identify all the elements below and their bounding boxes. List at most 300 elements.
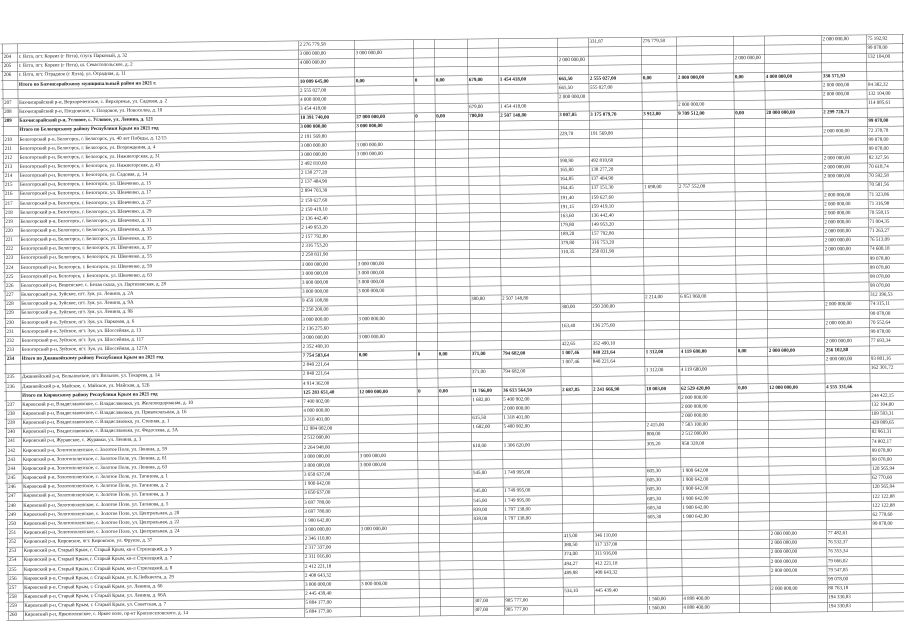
value-cell-c14 xyxy=(769,337,824,338)
value-cell-c8: 985 777,00 xyxy=(505,598,528,604)
value-cell-c15: 2 000 000,00 xyxy=(824,220,851,226)
value-cell-c4: 3 000 000,00 xyxy=(356,151,383,158)
address-cell: Белогорский р-н, Зуйское, пгт. Зуя, ул. Ленина, д. 9А xyxy=(21,300,134,307)
value-cell-c16: 74 802,17 xyxy=(871,439,892,445)
value-cell-c14 xyxy=(770,502,825,503)
value-cell-c4: 27 000 000,00 xyxy=(356,115,386,121)
value-cell-c8 xyxy=(501,194,558,195)
row-number-cell: 234 xyxy=(6,356,15,363)
value-cell-c12 xyxy=(683,567,738,568)
value-cell-c8 xyxy=(501,148,558,149)
value-cell-c16: 71 316,98 xyxy=(869,201,890,207)
value-cell-c4 xyxy=(358,250,415,251)
value-cell-c7: 371,00 xyxy=(471,352,486,358)
value-cell-c12: 2 000 000,00 xyxy=(681,395,708,401)
value-cell-c12: 62 529 420,00 xyxy=(681,386,710,392)
value-cell-c9: 189,20 xyxy=(560,232,575,238)
value-cell-c3: 7 400 902,00 xyxy=(303,399,330,405)
row-number-cell: 236 xyxy=(7,384,15,390)
value-cell-c9: 3 007,05 xyxy=(559,113,577,119)
value-cell-c10 xyxy=(594,476,645,477)
value-cell-c6: 0,00 xyxy=(438,352,448,358)
value-cell-c10 xyxy=(592,312,643,313)
address-cell: Белогорский р-н, Белогорск, г. Белогорск, ул. Нижнегорская, д. 43 xyxy=(19,163,161,170)
value-cell-c3: 3 000 000,00 xyxy=(302,317,329,323)
value-cell-c3: 3 000 000,00 xyxy=(303,454,331,460)
value-cell-c3: 5 884 177,00 xyxy=(305,609,332,616)
value-cell-c12: 7 583 100,00 xyxy=(681,422,708,429)
value-cell-c15: 2 299 728,71 xyxy=(823,110,850,116)
row-number-cell: 248 xyxy=(8,503,16,509)
value-cell-c14 xyxy=(770,456,825,457)
value-cell-c8 xyxy=(501,157,558,158)
value-cell-c4 xyxy=(359,342,416,343)
value-cell-c3: 3 000 000,00 xyxy=(303,463,331,469)
value-cell-c6: 0,00 xyxy=(436,114,446,120)
value-cell-c14 xyxy=(767,218,822,219)
value-cell-c12 xyxy=(683,576,738,577)
value-cell-c10 xyxy=(593,422,644,423)
value-cell-c14 xyxy=(769,392,824,393)
value-cell-c4: 3 000 000,00 xyxy=(358,316,385,322)
value-cell-c5: 0 xyxy=(415,114,418,120)
value-cell-c12 xyxy=(679,219,734,220)
value-cell-c10 xyxy=(593,412,644,413)
value-cell-c12 xyxy=(680,274,735,275)
value-cell-c14 xyxy=(767,228,822,229)
value-cell-c6: 0,00 xyxy=(435,77,445,84)
value-cell-c7: 679,00 xyxy=(468,77,483,83)
value-cell-c8 xyxy=(505,587,562,588)
value-cell-c3: 2 840 221,64 xyxy=(302,371,330,378)
value-cell-c8 xyxy=(504,450,561,451)
value-cell-c6: 0,00 xyxy=(439,389,448,395)
value-cell-c14 xyxy=(769,356,824,357)
value-cell-c8 xyxy=(501,175,558,176)
value-cell-c7: 11 766,00 xyxy=(472,388,492,394)
address-cell: Кировский р-н, Золотополенское, с. Золотое Поле, ул. Центральная, д. 24 xyxy=(23,529,180,536)
value-cell-c12 xyxy=(680,283,735,284)
value-cell-c14 xyxy=(769,420,824,421)
value-cell-c3: 2 346 110,00 xyxy=(304,536,331,542)
value-cell-c14 xyxy=(770,465,825,466)
row-number-cell: 226 xyxy=(5,283,14,289)
value-cell-c10 xyxy=(594,440,645,441)
address-cell: г. Ялта, пгт. Кореиз (г Ялта), ш. Севастопольское, д. 2 xyxy=(18,62,133,70)
value-cell-c14: 2 000 000,00 xyxy=(768,348,795,355)
value-cell-c15: 2 000 000,00 xyxy=(825,302,852,308)
value-cell-c14 xyxy=(768,237,823,238)
value-cell-c8 xyxy=(501,185,558,186)
value-cell-c14 xyxy=(771,575,826,576)
address-cell: Белогорский р-н, Зуйское, пгт. Зуя, ул. Шоссейная, д. 13 xyxy=(21,328,142,335)
value-cell-c11: 18 003,00 xyxy=(646,386,667,392)
row-number-cell: 239 xyxy=(7,421,15,427)
value-cell-c16: 76 513,09 xyxy=(869,237,890,244)
value-cell-c9: 379,80 xyxy=(560,241,575,247)
value-cell-c9: 489,98 xyxy=(564,570,578,576)
value-cell-c10 xyxy=(594,513,645,514)
value-cell-c16: 77 693,34 xyxy=(870,338,891,344)
value-cell-c14 xyxy=(771,603,826,604)
value-cell-c16: 162 301,72 xyxy=(870,366,894,372)
value-cell-c10 xyxy=(595,577,646,578)
value-cell-c12 xyxy=(679,146,734,147)
value-cell-c3: 2 137 484,90 xyxy=(300,179,328,186)
value-cell-c15: 2 000 000,00 xyxy=(822,37,849,43)
value-cell-c12 xyxy=(682,457,737,458)
row-number-cell: 229 xyxy=(6,311,14,317)
value-cell-c4 xyxy=(360,433,417,434)
value-cell-c3: 7 754 583,64 xyxy=(302,353,330,359)
value-cell-c14 xyxy=(770,475,825,476)
address-cell: Белогорский р-н, Зуйское, пгт. Зуя, ул. Шоссейная, д. 127А xyxy=(21,346,148,353)
address-cell: Белогорский р-н, Белогорск, г. Белогорск, ул. Шевченко, д. 33 xyxy=(20,227,152,234)
row-number-cell: 206 xyxy=(3,73,12,79)
value-cell-c8: 1 749 995,00 xyxy=(504,497,531,504)
row-number-cell: 216 xyxy=(5,192,13,198)
value-cell-c13: 0,00 xyxy=(738,385,747,391)
value-cell-c8: 1 454 418,00 xyxy=(500,104,527,110)
value-cell-c12 xyxy=(680,247,735,248)
value-cell-c3: 2 138 277,20 xyxy=(300,170,328,176)
row-number-cell: 208 xyxy=(4,109,12,116)
value-cell-c3: 2 311 916,00 xyxy=(304,554,331,561)
value-cell-c3: 5 884 177,00 xyxy=(305,600,332,606)
value-cell-c16: 122 122,88 xyxy=(872,494,895,500)
value-cell-c3: 3 000 000,00 xyxy=(304,527,331,533)
value-cell-c11: 605,30 xyxy=(647,496,662,502)
value-cell-c10 xyxy=(590,138,641,139)
value-cell-c12 xyxy=(678,82,733,83)
value-cell-c4: 3 000 000,00 xyxy=(357,270,385,277)
value-cell-c3: 2 157 792,80 xyxy=(301,234,328,240)
value-cell-c14 xyxy=(767,173,822,174)
value-cell-c14: 2 000 000,00 xyxy=(770,559,798,565)
value-cell-c3: 1 900 642,00 xyxy=(304,481,331,488)
value-cell-c14 xyxy=(770,520,825,521)
value-cell-c3: 2 555 027,00 xyxy=(299,88,327,94)
address-cell: Белогорский р-н, Зуйское, пгт. Зуя, ул. Парковая, д. 6 xyxy=(21,319,135,326)
address-cell: Белогорский р-н, Белогорск, г. Белогорск, ул. Шевченко, д. 55 xyxy=(20,254,152,262)
value-cell-c14: 2 000 000,00 xyxy=(770,540,798,547)
value-cell-c14 xyxy=(766,63,821,64)
value-cell-c10 xyxy=(590,46,641,47)
value-cell-c8 xyxy=(501,221,558,222)
value-cell-c12 xyxy=(682,448,737,449)
value-cell-c15: 2 000 000,00 xyxy=(823,128,850,134)
value-cell-c8 xyxy=(502,249,559,250)
value-cell-c16: 109 593,31 xyxy=(871,411,894,418)
value-cell-c4 xyxy=(361,561,418,562)
value-cell-c10 xyxy=(592,275,643,276)
address-cell: Белогорский р-н, Белогорск, г. Белогорск, ул. Возрождения, д. 4 xyxy=(19,145,156,152)
value-cell-c11: 1 312,00 xyxy=(645,368,664,374)
value-cell-c12 xyxy=(683,530,738,531)
value-cell-c3: 1 900 642,00 xyxy=(304,518,331,524)
value-cell-c8: 1 749 995,00 xyxy=(504,488,531,495)
value-cell-c9: 164,85 xyxy=(559,177,574,183)
value-cell-c9: 534,10 xyxy=(564,588,579,595)
value-cell-c9: 1 007,46 xyxy=(561,351,580,357)
address-cell: Белогорский р-н, Вишенское, с. Белая скала, ул. Партизанская, д. 28 xyxy=(20,282,167,289)
value-cell-c12 xyxy=(683,540,738,541)
value-cell-c8 xyxy=(500,56,557,57)
value-cell-c4 xyxy=(356,131,413,132)
value-cell-c10 xyxy=(594,467,645,468)
value-cell-c3: 3 000 000,00 xyxy=(301,262,329,268)
value-cell-c4: 3 000 000,00 xyxy=(357,279,385,286)
value-cell-c14 xyxy=(766,90,821,91)
value-cell-c3: 2 149 953,20 xyxy=(301,225,328,231)
value-cell-c16: 71 323,86 xyxy=(869,192,890,198)
value-cell-c15: 79 666,02 xyxy=(827,558,848,564)
row-number-cell: 204 xyxy=(3,55,12,61)
value-cell-c3: 2 316 753,20 xyxy=(301,243,328,250)
value-cell-c3: 3 000 000,00 xyxy=(299,51,326,58)
value-cell-c14: 4 000 000,00 xyxy=(765,74,793,80)
value-cell-c16: 99 078,00 xyxy=(871,457,892,463)
value-cell-c11: 1 312,00 xyxy=(645,350,664,356)
value-cell-c15: 2 000 000,00 xyxy=(824,201,851,208)
value-cell-c10 xyxy=(594,449,645,450)
value-cell-c3: 2 445 439,40 xyxy=(305,591,332,597)
value-cell-c15: 99 078,00 xyxy=(828,576,849,583)
value-cell-c8: 36 613 564,50 xyxy=(503,388,532,394)
value-cell-c12: 2 000 000,00 xyxy=(681,413,708,420)
address-cell: Кировский р-н, Кировское, пгт. Кировское, ул. Фрунзе, д. 37 xyxy=(23,538,153,545)
value-cell-c4 xyxy=(359,415,416,416)
value-cell-c8 xyxy=(504,459,561,460)
value-cell-c3: 2 191 569,80 xyxy=(300,134,327,140)
value-cell-c14: 2 000 000,00 xyxy=(770,568,798,574)
value-cell-c7: 839,00 xyxy=(473,516,488,522)
value-cell-c16: 99 078,00 xyxy=(868,119,889,125)
value-cell-c10 xyxy=(591,147,642,148)
value-cell-c8: 5 400 902,00 xyxy=(503,397,530,403)
value-cell-c8 xyxy=(501,203,558,204)
value-cell-c16: 99 078,00 xyxy=(869,265,890,271)
value-cell-c14 xyxy=(766,136,821,137)
value-cell-c12 xyxy=(678,91,733,92)
value-cell-c9: 2 687,85 xyxy=(562,387,580,393)
value-cell-c15: 194 330,83 xyxy=(828,595,851,601)
value-cell-c9: 590,90 xyxy=(559,158,574,165)
value-cell-c4: 0,00 xyxy=(358,353,368,359)
value-cell-c9: 665,50 xyxy=(558,76,573,82)
value-cell-c4: 3 000 000,00 xyxy=(358,289,385,295)
value-cell-c12 xyxy=(679,210,734,211)
address-cell: Кировский р-н, Яркополенское, с. Яркое поле, пр-кт Красноселовского, д. 14 xyxy=(24,611,189,619)
value-cell-c9: 665,50 xyxy=(558,85,573,91)
row-number-cell: 260 xyxy=(9,613,17,619)
value-cell-c12 xyxy=(683,549,738,550)
address-cell: Кировский р-н, Журавское, с. Журавки, ул. Ленина, д. 3 xyxy=(22,437,142,445)
value-cell-c14 xyxy=(767,191,822,192)
value-cell-c10: 258 831,90 xyxy=(591,250,615,256)
value-cell-c15: 2 000 000,00 xyxy=(825,339,852,345)
value-cell-c7: 545,00 xyxy=(473,498,488,504)
value-cell-c10 xyxy=(594,458,645,459)
value-cell-c9: 300,00 xyxy=(561,305,576,311)
value-cell-c8 xyxy=(499,38,556,39)
value-cell-c16: 312 396,53 xyxy=(870,292,893,299)
address-cell: Бахчисарайский р-н, Верхореченское, с. Верхоречье, ул. Садовая, д. 2 xyxy=(19,99,168,106)
value-cell-c12 xyxy=(680,320,735,321)
address-cell: Кировский р-н, Владиславовское, с. Владиславовка, ул. Федосеева, д. 3А xyxy=(22,428,179,436)
row-number-cell: 241 xyxy=(7,439,16,445)
value-cell-c10 xyxy=(594,486,645,487)
value-cell-c4 xyxy=(358,323,415,324)
value-cell-c4 xyxy=(361,589,418,590)
value-cell-c8 xyxy=(500,93,557,94)
value-cell-c14 xyxy=(768,282,823,283)
value-cell-c8 xyxy=(505,560,562,561)
value-cell-c3: 3 000 000,00 xyxy=(302,289,329,295)
value-cell-c8 xyxy=(503,340,560,341)
value-cell-c14 xyxy=(766,127,821,128)
value-cell-c10: 346 110,00 xyxy=(594,533,618,539)
address-cell: Кировский р-н, Владиславовское, с. Владиславовка, ул. Степная, д. 1 xyxy=(22,419,170,426)
value-cell-c12: 1 900 642,00 xyxy=(682,486,709,493)
value-cell-c9: 2 000 000,00 xyxy=(559,94,586,101)
value-cell-c3: 4 000 000,00 xyxy=(303,408,330,414)
row-number-cell: 222 xyxy=(5,247,14,253)
value-cell-c16: 93 801,16 xyxy=(870,356,891,363)
value-cell-c11: 276 779,58 xyxy=(642,39,665,45)
value-cell-c8 xyxy=(505,578,562,579)
address-cell: Кировский р-н, Золотополенское, с. Золотое Поле, ул. Таганова, д. 3 xyxy=(23,492,169,500)
value-cell-c10: 137 484,90 xyxy=(590,176,614,183)
address-cell: Белогорский р-н, Белогорск, г. Белогорск, ул. Шевченко, д. 37 xyxy=(20,245,152,253)
value-cell-c3: 4 000 000,00 xyxy=(300,97,327,103)
row-number-cell: 251 xyxy=(8,530,17,536)
value-cell-c10 xyxy=(594,431,645,432)
value-cell-c15: 76 532,37 xyxy=(827,540,848,546)
row-number-cell: 212 xyxy=(4,155,13,161)
value-cell-c3: 4 914 362,00 xyxy=(303,381,330,387)
value-cell-c3: 3 000 000,00 xyxy=(300,143,327,149)
value-cell-c4 xyxy=(360,506,417,507)
value-cell-c8: 794 682,00 xyxy=(502,369,526,376)
value-cell-c10 xyxy=(590,101,641,102)
address-cell: Белогорский р-н, Белогорск, г. Белогорск, ул. 40 лет Победы, д. 12/15 xyxy=(19,135,167,143)
value-cell-c16: 114 085,61 xyxy=(868,100,891,106)
value-cell-c15: 2 000 000,00 xyxy=(825,320,852,327)
address-cell: Кировский р-н, Старый Крым, г. Старый Крым, кв-л Стрелецкий, д. 7 xyxy=(23,556,173,564)
value-cell-c5: 0 xyxy=(418,389,421,395)
value-cell-c8: 1 797 138,00 xyxy=(504,516,531,522)
value-cell-c4 xyxy=(360,442,417,443)
value-cell-c4 xyxy=(360,479,417,480)
value-cell-c7: 545,00 xyxy=(473,489,487,495)
value-cell-c13: 0,00 xyxy=(734,74,744,80)
address-cell: Кировский р-н, Старый Крым, г. Старый Крым, ул. Советская, д. 7 xyxy=(24,602,167,609)
value-cell-c12 xyxy=(679,228,734,229)
value-cell-c16: 62 770,60 xyxy=(872,512,893,518)
row-number-cell: 258 xyxy=(9,594,17,600)
row-number-cell: 256 xyxy=(9,576,17,582)
value-cell-c8 xyxy=(502,258,559,259)
value-cell-c3: 2 276 779,58 xyxy=(299,42,326,48)
value-cell-c3: 3 318 401,00 xyxy=(303,417,330,423)
value-cell-c11: 2 415,00 xyxy=(646,423,665,429)
value-cell-c4: 3 000 000,00 xyxy=(361,581,388,588)
row-number-cell: 238 xyxy=(7,411,15,417)
value-cell-c9: 2 000 000,00 xyxy=(558,58,585,64)
value-cell-c3: 3 697 780,00 xyxy=(304,500,331,506)
value-cell-c12 xyxy=(679,155,734,156)
value-cell-c11: 0,00 xyxy=(642,75,652,81)
row-number-cell: 259 xyxy=(9,603,17,610)
value-cell-c8: 985 777,00 xyxy=(505,607,528,614)
address-cell: Белогорский р-н, Белогорск, г. Белогорск, ул. Шевченко, д. 15 xyxy=(19,181,152,189)
value-cell-c10: 331,87 xyxy=(589,39,604,45)
value-cell-c10: 840 221,64 xyxy=(592,350,616,356)
row-number-cell: 218 xyxy=(5,210,13,216)
value-cell-c14 xyxy=(766,81,821,82)
value-cell-c16: 99 078,00 xyxy=(870,283,891,289)
value-cell-c12 xyxy=(683,585,738,586)
row-number-cell: 209 xyxy=(4,119,12,125)
value-cell-c12: 2 000 000,00 xyxy=(681,404,708,410)
value-cell-c8 xyxy=(504,432,561,433)
value-cell-c15: 2 000 000,00 xyxy=(824,192,851,198)
value-cell-c10 xyxy=(590,120,641,121)
value-cell-c14 xyxy=(768,328,823,329)
value-cell-c12: 1 900 642,00 xyxy=(682,514,709,520)
address-cell: Кировский р-н, Золотополенское, с. Золотое Поле, ул. Центральная, д. 20 xyxy=(23,510,180,518)
value-cell-c16: 71 004,35 xyxy=(869,219,890,225)
value-cell-c16: 120 565,94 xyxy=(871,466,895,472)
row-number-cell: 215 xyxy=(4,183,13,189)
value-cell-c11: 605,30 xyxy=(647,514,662,521)
value-cell-c14 xyxy=(770,429,825,430)
value-cell-c16: 70 618,74 xyxy=(868,164,889,171)
value-cell-c8 xyxy=(502,322,559,323)
value-cell-c8: 1 306 620,00 xyxy=(503,443,530,449)
row-number-cell: 254 xyxy=(8,558,17,564)
value-cell-c4: 0,00 xyxy=(355,78,365,84)
value-cell-c8 xyxy=(500,47,557,48)
value-cell-c4: 12 000 000,00 xyxy=(359,389,388,395)
value-cell-c14 xyxy=(768,246,823,247)
value-cell-c12 xyxy=(677,36,732,37)
value-cell-c4 xyxy=(356,95,413,96)
value-cell-c12: 1 900 642,00 xyxy=(682,505,709,511)
address-cell: Белогорский р-н, Белогорск, г. Белогорск, ул. Шевченко, д. 35 xyxy=(20,236,152,243)
value-cell-c10: 352 490,10 xyxy=(592,341,616,347)
value-cell-c14 xyxy=(767,209,822,210)
address-cell: Кировский р-н, Золотополенское, с. Золотое Поле, ул. Центральная, д. 22 xyxy=(23,519,180,527)
row-number-cell: 213 xyxy=(4,164,13,170)
value-cell-c12 xyxy=(681,375,736,376)
value-cell-c12 xyxy=(683,521,738,522)
value-cell-c13: 2 000 000,00 xyxy=(734,56,761,62)
address-cell: Белогорский р-н, Белогорск, г. Белогорск, ул. Шевченко, д. 27 xyxy=(20,199,152,207)
value-cell-c10: 317 337,00 xyxy=(594,542,618,549)
value-cell-c4: 3 000 000,00 xyxy=(356,142,383,148)
value-cell-c16: 99 078,00 xyxy=(868,137,889,143)
value-cell-c10: 149 953,20 xyxy=(591,222,614,228)
value-cell-c8 xyxy=(502,304,559,305)
value-cell-c3: 2 159 627,60 xyxy=(301,198,328,204)
value-cell-c3: 2 512 000,00 xyxy=(303,436,330,442)
value-cell-c16: 99 078,00 xyxy=(869,256,890,262)
value-cell-c14: 28 000 000,00 xyxy=(766,110,796,117)
value-cell-c8 xyxy=(500,66,557,67)
value-cell-c10: 555 027,00 xyxy=(589,85,613,91)
